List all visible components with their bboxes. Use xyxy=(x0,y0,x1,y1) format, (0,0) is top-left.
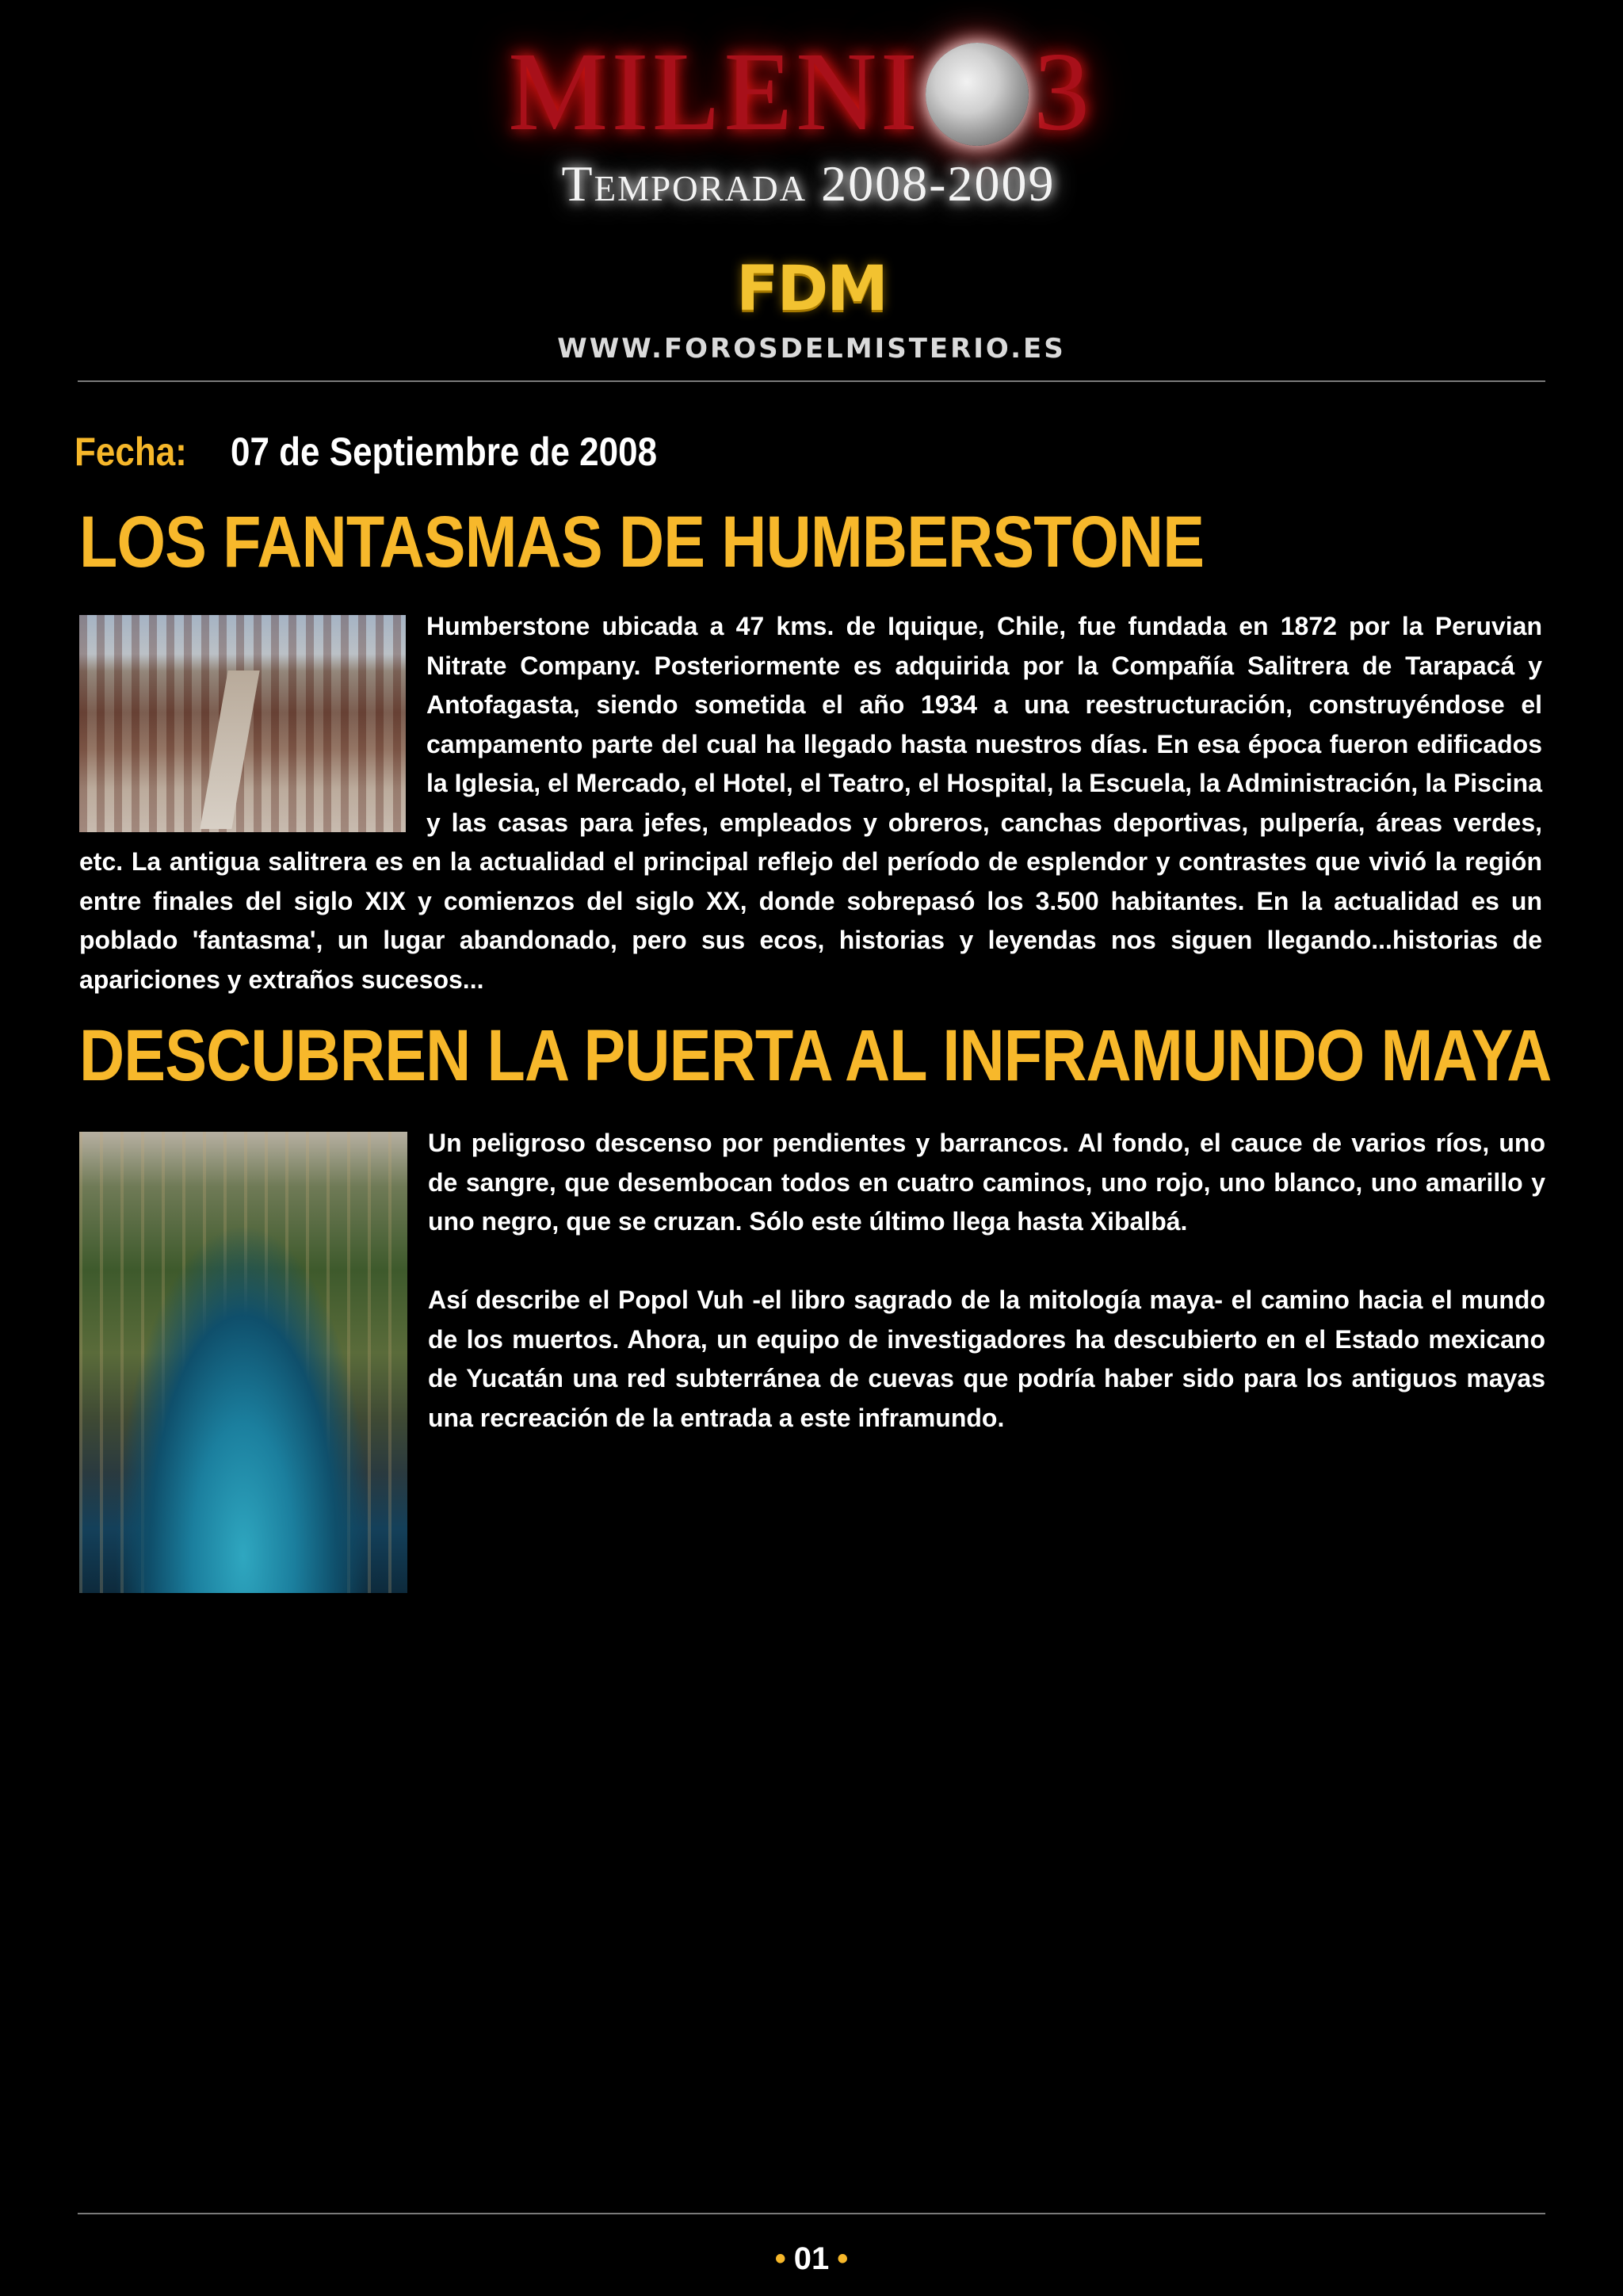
logo-title-left: MILENI xyxy=(508,29,921,154)
date-row xyxy=(74,424,716,479)
site-url[interactable]: WWW.FOROSDELMISTERIO.ES xyxy=(557,333,1066,365)
page-number-value: 01 xyxy=(793,2241,830,2276)
date-value: 07 de Septiembre de 2008 xyxy=(231,430,658,474)
humberstone-photo xyxy=(79,615,406,832)
article-headline: DESCUBREN LA PUERTA AL INFRAMUNDO MAYA xyxy=(79,1015,1552,1096)
fdm-logo: FDM xyxy=(736,254,887,325)
logo-title-right: 3 xyxy=(1033,29,1093,154)
cenote-photo xyxy=(79,1132,407,1593)
milenio-3-logo xyxy=(468,29,1133,154)
article-headline: LOS FANTASMAS DE HUMBERSTONE xyxy=(79,502,1205,583)
article-paragraph: Un peligroso descenso por pendientes y barrancos. Al fondo, el cauce de varios ríos, uno de sangre, que desembocan todos en cuatro caminos, uno rojo, uno blanco, uno amarillo y uno negro, que se cruzan. Sólo este último llega hasta Xibalbá. xyxy=(428,1129,1545,1236)
page-number xyxy=(0,2241,1623,2277)
article-paragraph: Humberstone ubicada a 47 kms. de Iquique, Chile, fue fundada en 1872 por la Peruvian Nitrate Company. Posteriormente es adquirida por la Compañía Salitrera de Tarapacá y Antofagasta, siendo sometida el año 1934 a una reestructuración, construyéndose el campamento parte del cual ha llegado hasta nuestros días. En esa época fueron edificados la Iglesia, el Mercado, el Hotel, el Teatro, el Hospital, la Escuela, la Administración, la Piscina y las casas para jefes, empleados y obreros, canchas deportivas, pulpería, áreas verdes, etc. La antigua salitrera es en la actualidad el principal reflejo del período de esplendor y contrastes que vivió la región entre finales del siglo XIX y comienzos del siglo XX, donde sobrepasó los 3.500 habitantes. En la actualidad es un poblado 'fantasma', un lugar abandonado, pero sus ecos, historias y leyendas nos siguen llegando...historias de apariciones y extraños sucesos... xyxy=(79,612,1542,994)
article-body xyxy=(79,1124,1545,1598)
logo-subtitle: Temporada 2008-2009 xyxy=(561,155,1056,212)
moon-icon xyxy=(926,43,1029,146)
page-header xyxy=(0,0,1623,380)
article-body xyxy=(79,607,1542,999)
article-paragraph: Así describe el Popol Vuh -el libro sagrado de la mitología maya- el camino hacia el mundo de los muertos. Ahora, un equipo de investigadores ha descubierto en el Estado mexicano de Yucatán una red subterránea de cuevas que podría haber sido para los antiguos mayas una recreación de la entrada a este inframundo. xyxy=(428,1286,1545,1432)
header-divider xyxy=(78,380,1545,382)
footer-divider xyxy=(78,2213,1545,2214)
bullet-right: • xyxy=(837,2241,849,2276)
bullet-left: • xyxy=(774,2241,786,2276)
date-label: Fecha: xyxy=(74,430,187,474)
